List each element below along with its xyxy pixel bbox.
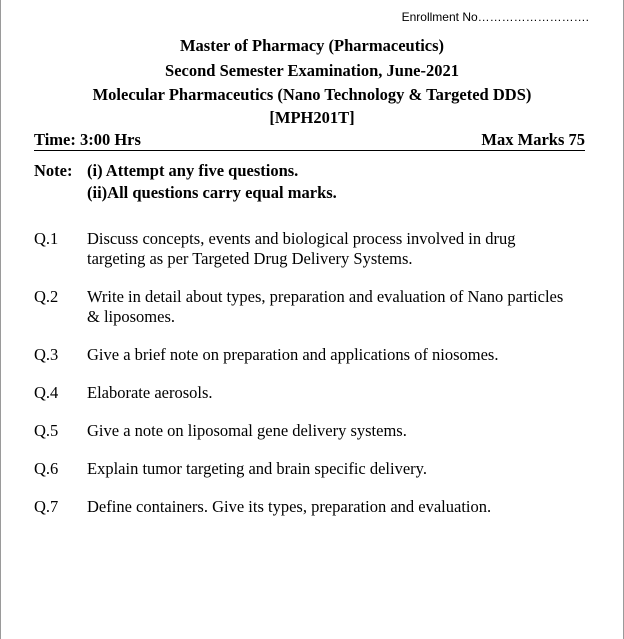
program-title: Master of Pharmacy (Pharmaceutics): [179, 36, 445, 55]
question-text: Discuss concepts, events and biological process involved in drug targeting as per Targeted Drug Delivery Systems.: [87, 229, 516, 268]
subject-code: [MPH201T]: [269, 108, 355, 127]
question-item: [34, 421, 574, 441]
question-number: Q.1: [34, 229, 59, 248]
note-instruction-1: (i) Attempt any five questions.: [87, 161, 299, 180]
question-text: Explain tumor targeting and brain specific delivery.: [87, 459, 427, 478]
exam-time: Time: 3:00 Hrs: [34, 130, 141, 149]
question-item: [34, 345, 574, 365]
question-number: Q.4: [34, 383, 59, 402]
question-item: [34, 287, 574, 327]
question-number: Q.3: [34, 345, 59, 364]
note-instruction-2: (ii)All questions carry equal marks.: [87, 183, 337, 202]
instructions-note: [34, 160, 337, 204]
question-number: Q.7: [34, 497, 59, 516]
question-text: Write in detail about types, preparation and evaluation of Nano particles & liposomes.: [87, 287, 564, 326]
question-item: [34, 229, 574, 269]
question-text: Give a brief note on preparation and applications of niosomes.: [87, 345, 499, 364]
question-item: [34, 459, 574, 479]
question-number: Q.6: [34, 459, 59, 478]
question-item: [34, 383, 574, 403]
question-number: Q.2: [34, 287, 59, 306]
question-list: [34, 229, 574, 535]
question-text: Give a note on liposomal gene delivery systems.: [87, 421, 407, 440]
question-item: [34, 497, 574, 517]
max-marks: Max Marks 75: [481, 130, 585, 149]
question-text: Define containers. Give its types, preparation and evaluation.: [87, 497, 492, 516]
note-line-1: [34, 160, 337, 182]
note-label: Note:: [34, 161, 73, 180]
exam-title: Second Semester Examination, June-2021: [165, 61, 459, 80]
subject-title: Molecular Pharmaceutics (Nano Technology & Targeted DDS): [92, 85, 532, 104]
question-number: Q.5: [34, 421, 59, 440]
question-text: Elaborate aerosols.: [87, 383, 213, 402]
enrollment-number-field: Enrollment No……………………….: [401, 10, 589, 24]
exam-meta-row: [34, 130, 585, 151]
